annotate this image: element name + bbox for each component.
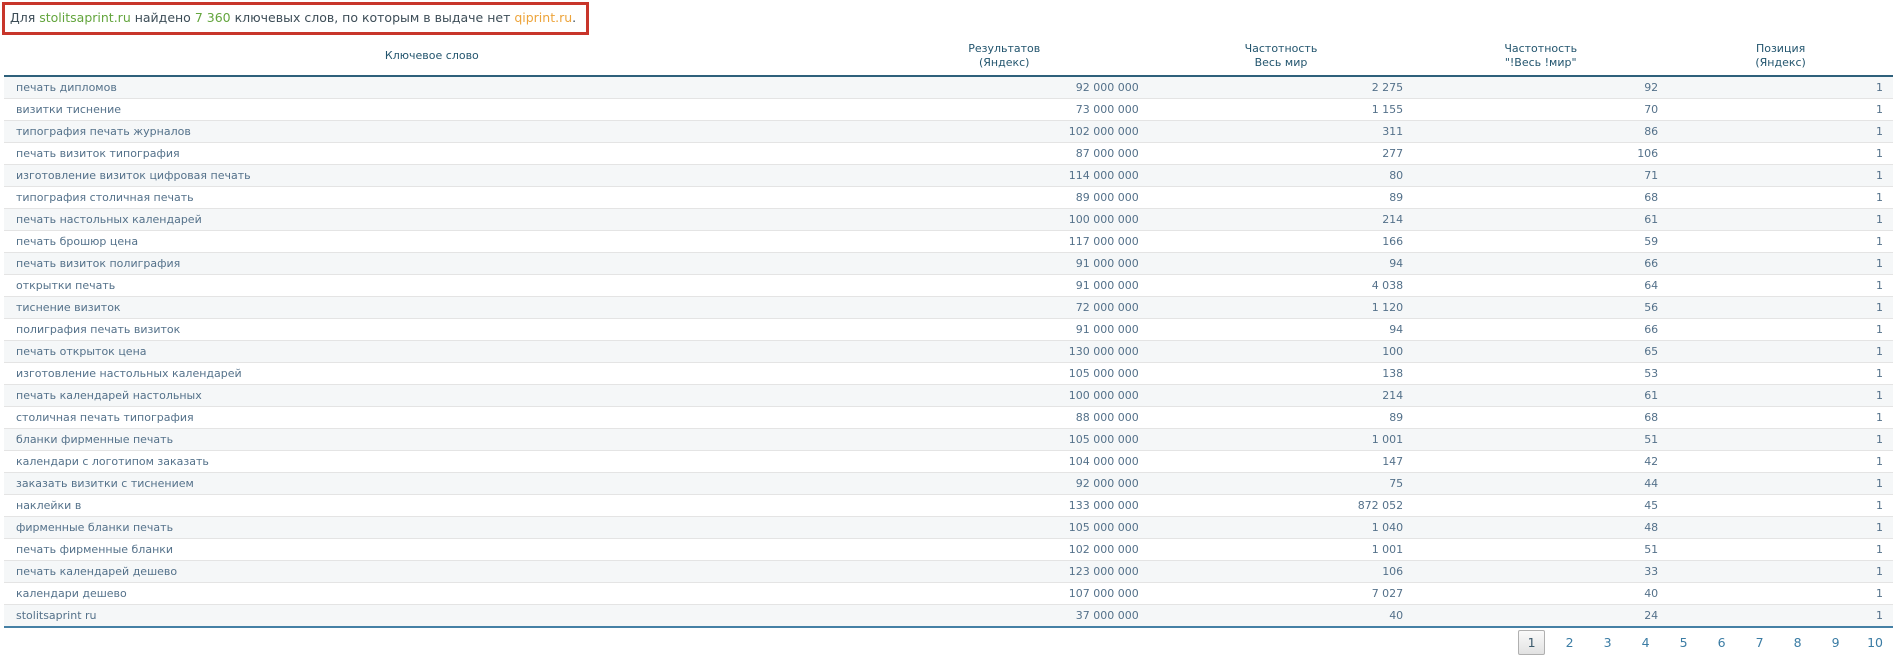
position-cell: 1 [1668, 164, 1893, 186]
freq-world-cell: 40 [1149, 604, 1413, 627]
col-header-position-line2: (Яндекс) [1755, 55, 1806, 69]
page-button[interactable]: 4 [1641, 635, 1650, 650]
results-cell: 105 000 000 [860, 362, 1149, 384]
site-link[interactable]: stolitsaprint.ru [39, 10, 131, 25]
col-header-results-line1: Результатов [968, 42, 1041, 55]
competitor-link[interactable]: qiprint.ru [514, 10, 573, 25]
summary-middle1: найдено [130, 10, 195, 25]
table-row [4, 230, 1893, 252]
freq-exact-cell: 66 [1413, 252, 1668, 274]
table-row [4, 472, 1893, 494]
freq-world-cell: 100 [1149, 340, 1413, 362]
freq-exact-cell: 42 [1413, 450, 1668, 472]
col-header-keyword [4, 39, 860, 76]
keywords-table-body [4, 76, 1893, 627]
col-header-keyword-label: Ключевое слово [384, 48, 479, 62]
results-cell: 73 000 000 [860, 98, 1149, 120]
table-row [4, 120, 1893, 142]
freq-exact-cell: 61 [1413, 208, 1668, 230]
keyword-cell: календари дешево [4, 582, 860, 604]
page-button[interactable]: 7 [1755, 635, 1764, 650]
results-cell: 105 000 000 [860, 428, 1149, 450]
keyword-cell: типография печать журналов [4, 120, 860, 142]
page-button[interactable]: 8 [1793, 635, 1802, 650]
freq-world-cell: 311 [1149, 120, 1413, 142]
position-cell: 1 [1668, 274, 1893, 296]
results-cell: 87 000 000 [860, 142, 1149, 164]
table-row [4, 252, 1893, 274]
results-cell: 104 000 000 [860, 450, 1149, 472]
col-header-freq-exact-line2: "!Весь !мир" [1504, 55, 1577, 69]
freq-exact-cell: 66 [1413, 318, 1668, 340]
table-row [4, 428, 1893, 450]
position-cell: 1 [1668, 318, 1893, 340]
table-row [4, 362, 1893, 384]
table-row [4, 98, 1893, 120]
position-cell: 1 [1668, 516, 1893, 538]
freq-world-cell: 872 052 [1149, 494, 1413, 516]
freq-world-cell: 106 [1149, 560, 1413, 582]
table-row [4, 516, 1893, 538]
keyword-cell: печать фирменные бланки [4, 538, 860, 560]
keywords-table [4, 39, 1893, 628]
results-cell: 102 000 000 [860, 538, 1149, 560]
col-header-position-line1: Позиция [1755, 42, 1806, 55]
position-cell: 1 [1668, 252, 1893, 274]
freq-world-cell: 147 [1149, 450, 1413, 472]
summary-middle2: ключевых слов, по которым в выдаче нет [230, 10, 515, 25]
freq-world-cell: 75 [1149, 472, 1413, 494]
freq-exact-cell: 92 [1413, 76, 1668, 99]
results-cell: 37 000 000 [860, 604, 1149, 627]
keyword-cell: тиснение визиток [4, 296, 860, 318]
freq-exact-cell: 51 [1413, 538, 1668, 560]
results-cell: 72 000 000 [860, 296, 1149, 318]
freq-world-cell: 138 [1149, 362, 1413, 384]
freq-exact-cell: 53 [1413, 362, 1668, 384]
results-cell: 107 000 000 [860, 582, 1149, 604]
keyword-cell: бланки фирменные печать [4, 428, 860, 450]
table-row [4, 164, 1893, 186]
keyword-cell: полиграфия печать визиток [4, 318, 860, 340]
table-row [4, 340, 1893, 362]
position-cell: 1 [1668, 186, 1893, 208]
keyword-cell: печать визиток полиграфия [4, 252, 860, 274]
freq-world-cell: 2 275 [1149, 76, 1413, 99]
keyword-cell: столичная печать типография [4, 406, 860, 428]
col-header-freq-world-line1: Частотность [1244, 42, 1318, 55]
col-header-position [1668, 39, 1893, 76]
position-cell: 1 [1668, 296, 1893, 318]
table-header-row [4, 39, 1893, 76]
position-cell: 1 [1668, 428, 1893, 450]
results-cell: 130 000 000 [860, 340, 1149, 362]
freq-world-cell: 1 040 [1149, 516, 1413, 538]
freq-world-cell: 1 120 [1149, 296, 1413, 318]
freq-world-cell: 4 038 [1149, 274, 1413, 296]
results-cell: 89 000 000 [860, 186, 1149, 208]
freq-world-cell: 94 [1149, 318, 1413, 340]
freq-exact-cell: 68 [1413, 406, 1668, 428]
freq-world-cell: 1 001 [1149, 428, 1413, 450]
keyword-cell: изготовление визиток цифровая печать [4, 164, 860, 186]
freq-world-cell: 7 027 [1149, 582, 1413, 604]
freq-world-cell: 214 [1149, 384, 1413, 406]
keyword-cell: открытки печать [4, 274, 860, 296]
freq-world-cell: 89 [1149, 186, 1413, 208]
results-cell: 114 000 000 [860, 164, 1149, 186]
results-cell: 102 000 000 [860, 120, 1149, 142]
freq-exact-cell: 40 [1413, 582, 1668, 604]
freq-exact-cell: 56 [1413, 296, 1668, 318]
summary-banner [2, 2, 589, 35]
results-cell: 117 000 000 [860, 230, 1149, 252]
results-cell: 123 000 000 [860, 560, 1149, 582]
keyword-cell: календари с логотипом заказать [4, 450, 860, 472]
freq-world-cell: 89 [1149, 406, 1413, 428]
page-button[interactable]: 3 [1603, 635, 1612, 650]
table-row [4, 582, 1893, 604]
results-cell: 91 000 000 [860, 318, 1149, 340]
table-row [4, 186, 1893, 208]
keyword-cell: печать брошюр цена [4, 230, 860, 252]
keyword-cell: печать визиток типография [4, 142, 860, 164]
results-cell: 91 000 000 [860, 274, 1149, 296]
position-cell: 1 [1668, 582, 1893, 604]
position-cell: 1 [1668, 604, 1893, 627]
keyword-cell: наклейки в [4, 494, 860, 516]
position-cell: 1 [1668, 76, 1893, 99]
results-cell: 88 000 000 [860, 406, 1149, 428]
results-cell: 100 000 000 [860, 208, 1149, 230]
col-header-freq-exact-line1: Частотность [1504, 42, 1578, 55]
freq-world-cell: 277 [1149, 142, 1413, 164]
freq-exact-cell: 61 [1413, 384, 1668, 406]
table-row [4, 560, 1893, 582]
freq-exact-cell: 106 [1413, 142, 1668, 164]
table-row [4, 406, 1893, 428]
keyword-cell: заказать визитки с тиснением [4, 472, 860, 494]
keyword-cell: фирменные бланки печать [4, 516, 860, 538]
col-header-results [860, 39, 1149, 76]
keyword-cell: изготовление настольных календарей [4, 362, 860, 384]
table-row [4, 142, 1893, 164]
freq-world-cell: 1 155 [1149, 98, 1413, 120]
freq-exact-cell: 48 [1413, 516, 1668, 538]
results-cell: 92 000 000 [860, 472, 1149, 494]
results-cell: 105 000 000 [860, 516, 1149, 538]
freq-exact-cell: 70 [1413, 98, 1668, 120]
results-cell: 133 000 000 [860, 494, 1149, 516]
freq-world-cell: 80 [1149, 164, 1413, 186]
pagination [1507, 630, 1890, 655]
page-button-current[interactable]: 1 [1518, 630, 1545, 655]
page-button[interactable]: 10 [1867, 635, 1883, 650]
freq-world-cell: 1 001 [1149, 538, 1413, 560]
col-header-freq-world-line2: Весь мир [1254, 55, 1308, 69]
keyword-cell: печать открыток цена [4, 340, 860, 362]
keyword-cell: stolitsaprint ru [4, 604, 860, 627]
freq-exact-cell: 45 [1413, 494, 1668, 516]
table-row [4, 604, 1893, 627]
keyword-cell: печать календарей дешево [4, 560, 860, 582]
position-cell: 1 [1668, 362, 1893, 384]
freq-exact-cell: 68 [1413, 186, 1668, 208]
freq-exact-cell: 59 [1413, 230, 1668, 252]
table-row [4, 538, 1893, 560]
position-cell: 1 [1668, 538, 1893, 560]
results-cell: 91 000 000 [860, 252, 1149, 274]
position-cell: 1 [1668, 142, 1893, 164]
keyword-cell: печать календарей настольных [4, 384, 860, 406]
table-row [4, 384, 1893, 406]
col-header-results-line2: (Яндекс) [978, 55, 1030, 69]
keyword-cell: печать настольных календарей [4, 208, 860, 230]
freq-exact-cell: 64 [1413, 274, 1668, 296]
table-row [4, 76, 1893, 99]
position-cell: 1 [1668, 494, 1893, 516]
freq-exact-cell: 33 [1413, 560, 1668, 582]
keyword-count: 7 360 [194, 10, 231, 25]
position-cell: 1 [1668, 450, 1893, 472]
table-row [4, 318, 1893, 340]
table-row [4, 296, 1893, 318]
position-cell: 1 [1668, 208, 1893, 230]
freq-exact-cell: 44 [1413, 472, 1668, 494]
summary-prefix: Для [10, 10, 40, 25]
freq-exact-cell: 65 [1413, 340, 1668, 362]
results-cell: 100 000 000 [860, 384, 1149, 406]
col-header-freq-exact [1413, 39, 1668, 76]
keyword-cell: визитки тиснение [4, 98, 860, 120]
table-row [4, 208, 1893, 230]
page-button[interactable]: 2 [1565, 635, 1574, 650]
page-button[interactable]: 9 [1831, 635, 1840, 650]
results-cell: 92 000 000 [860, 76, 1149, 99]
position-cell: 1 [1668, 340, 1893, 362]
freq-world-cell: 94 [1149, 252, 1413, 274]
freq-exact-cell: 71 [1413, 164, 1668, 186]
freq-exact-cell: 24 [1413, 604, 1668, 627]
col-header-freq-world [1149, 39, 1413, 76]
freq-exact-cell: 51 [1413, 428, 1668, 450]
freq-world-cell: 166 [1149, 230, 1413, 252]
position-cell: 1 [1668, 230, 1893, 252]
position-cell: 1 [1668, 472, 1893, 494]
table-row [4, 494, 1893, 516]
position-cell: 1 [1668, 120, 1893, 142]
freq-exact-cell: 86 [1413, 120, 1668, 142]
position-cell: 1 [1668, 560, 1893, 582]
position-cell: 1 [1668, 406, 1893, 428]
freq-world-cell: 214 [1149, 208, 1413, 230]
summary-suffix: . [572, 10, 577, 25]
page-button[interactable]: 6 [1717, 635, 1726, 650]
position-cell: 1 [1668, 98, 1893, 120]
keyword-cell: типография столичная печать [4, 186, 860, 208]
table-row [4, 274, 1893, 296]
position-cell: 1 [1668, 384, 1893, 406]
page-button[interactable]: 5 [1679, 635, 1688, 650]
keyword-cell: печать дипломов [4, 76, 860, 99]
table-row [4, 450, 1893, 472]
